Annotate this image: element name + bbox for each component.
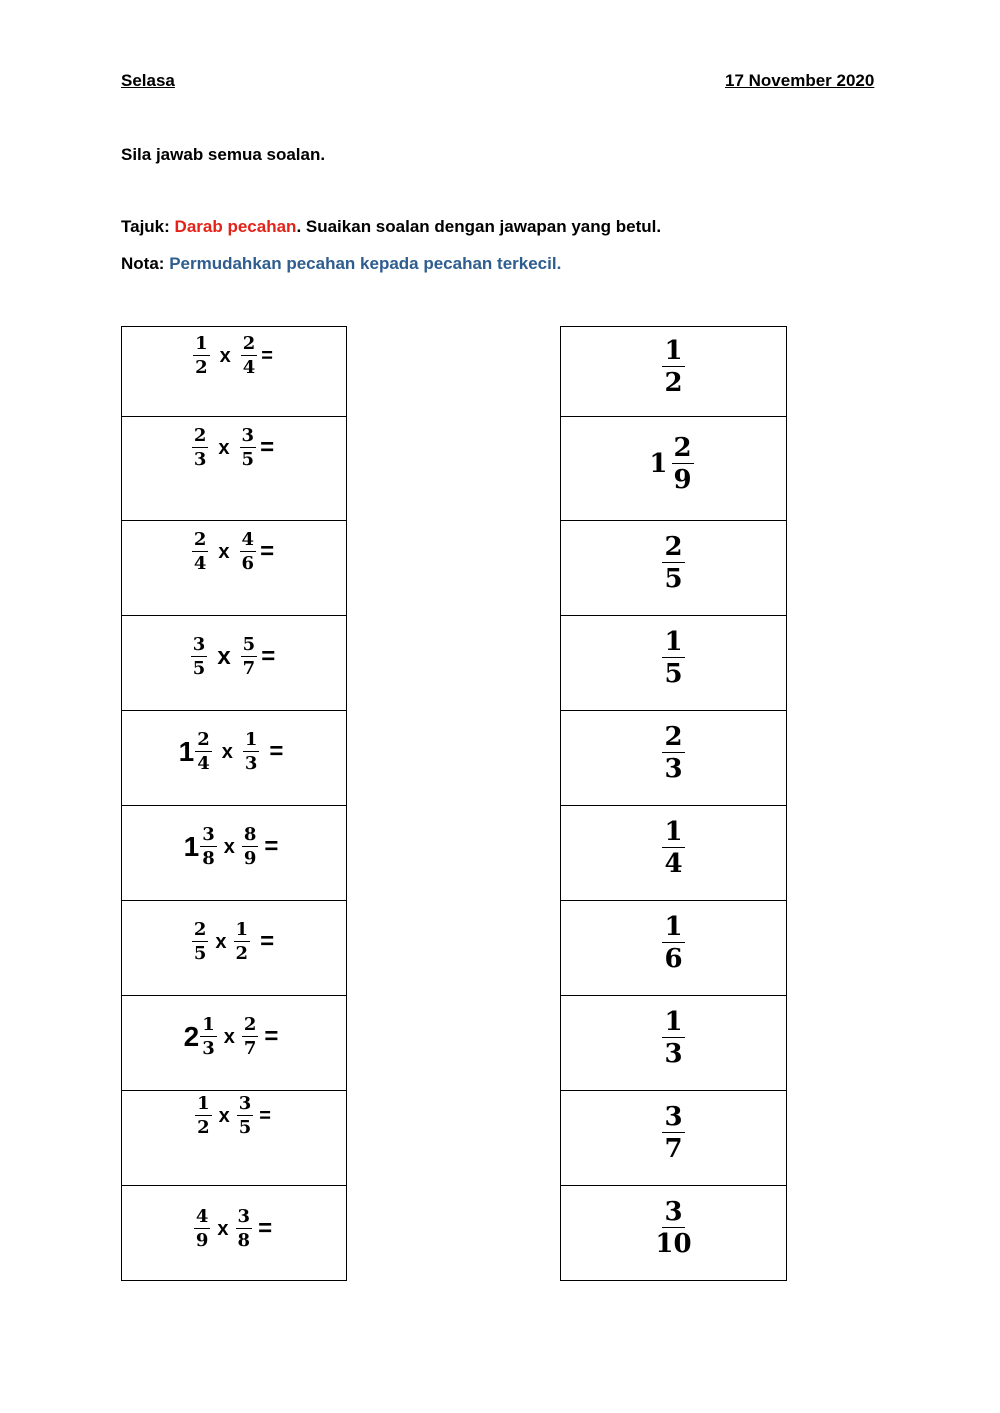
answer-fraction xyxy=(561,819,786,877)
question-expression: 1 $\frac{3}{8}$ x $\frac{8}{9}$ = xyxy=(183,824,279,869)
answer-fraction xyxy=(561,629,786,687)
fraction: $\frac{8}{9}$ xyxy=(243,824,257,869)
topic-text: Darab pecahan xyxy=(174,217,297,236)
question-expression: $\frac{4}{9}$ x $\frac{3}{8}$ = xyxy=(195,1206,273,1251)
question-expression: $\frac{2}{3}$ x $\frac{3}{5}$ = xyxy=(193,425,275,470)
fraction: $\frac{2}{4}$ xyxy=(193,529,207,574)
fraction: $\frac{1}{2}$ xyxy=(664,336,683,398)
fraction: $\frac{3}{5}$ xyxy=(192,634,206,679)
note-text: Permudahkan pecahan kepada pecahan terkecil. xyxy=(169,254,562,273)
question-expression: $\frac{1}{2}$ x $\frac{2}{4}$ = xyxy=(195,333,273,378)
instruction-text: Sila jawab semua soalan. xyxy=(121,145,326,164)
answer-card[interactable] xyxy=(560,1185,787,1281)
fraction: $\frac{2}{5}$ xyxy=(664,532,683,594)
fraction: $\frac{1}{6}$ xyxy=(664,912,683,974)
answer-fraction xyxy=(561,435,786,493)
question-expression: $\frac{2}{4}$ x $\frac{4}{6}$ = xyxy=(193,529,275,574)
fraction: $\frac{4}{9}$ xyxy=(195,1206,209,1251)
title-line xyxy=(121,217,661,237)
fraction: $\frac{1}{3}$ xyxy=(202,1014,215,1059)
question-expression: $\frac{2}{5}$ x $\frac{1}{2}$ = xyxy=(193,919,275,964)
question-expression: $\frac{3}{5}$ x $\frac{5}{7}$ = xyxy=(192,634,276,679)
fraction: $\frac{1}{2}$ xyxy=(235,919,249,964)
answer-fraction xyxy=(561,534,786,592)
fraction: $\frac{3}{8}$ xyxy=(202,824,215,869)
answer-card[interactable] xyxy=(560,900,787,996)
date-heading: 17 November 2020 xyxy=(725,71,875,90)
question-card[interactable] xyxy=(121,416,347,521)
fraction: $\frac{3}{10}$ xyxy=(655,1197,692,1259)
fraction: $\frac{1}{5}$ xyxy=(664,627,683,689)
question-card[interactable] xyxy=(121,805,347,901)
fraction: $\frac{2}{9}$ xyxy=(673,433,692,495)
fraction: $\frac{1}{2}$ xyxy=(197,1093,210,1138)
answer-fraction xyxy=(561,1199,786,1257)
answer-fraction xyxy=(561,914,786,972)
fraction: $\frac{3}{5}$ xyxy=(238,1093,252,1138)
title-label: Tajuk: xyxy=(121,217,170,236)
fraction: $\frac{3}{8}$ xyxy=(237,1206,251,1251)
question-expression: $\frac{1}{2}$ x $\frac{3}{5}$ = xyxy=(197,1093,271,1138)
answer-fraction xyxy=(561,338,786,396)
answer-fraction xyxy=(561,1104,786,1162)
whole-number: 1 xyxy=(183,831,200,862)
whole-number: 1 xyxy=(649,449,668,479)
title-text: . Suaikan soalan dengan jawapan yang betul. xyxy=(296,217,662,236)
answer-card[interactable] xyxy=(560,520,787,616)
question-card[interactable] xyxy=(121,520,347,616)
answer-card[interactable] xyxy=(560,1090,787,1186)
question-card[interactable] xyxy=(121,326,347,417)
answer-card[interactable] xyxy=(560,805,787,901)
answer-fraction xyxy=(561,724,786,782)
question-card[interactable] xyxy=(121,900,347,996)
fraction: $\frac{1}{3}$ xyxy=(664,1007,683,1069)
question-card[interactable] xyxy=(121,615,347,711)
fraction: $\frac{4}{6}$ xyxy=(241,529,255,574)
fraction: $\frac{1}{2}$ xyxy=(195,333,208,378)
question-expression: 2 $\frac{1}{3}$ x $\frac{2}{7}$ = xyxy=(183,1014,279,1059)
whole-number: 1 xyxy=(178,736,195,767)
fraction: $\frac{2}{7}$ xyxy=(243,1014,257,1059)
fraction: $\frac{2}{4}$ xyxy=(242,333,256,378)
fraction: $\frac{1}{4}$ xyxy=(664,817,683,879)
fraction: $\frac{2}{4}$ xyxy=(197,729,210,774)
answer-fraction xyxy=(561,1009,786,1067)
answer-card[interactable] xyxy=(560,416,787,521)
fraction: $\frac{1}{3}$ xyxy=(244,729,258,774)
fraction: $\frac{3}{5}$ xyxy=(241,425,255,470)
note-line xyxy=(121,254,561,274)
day-heading: Selasa xyxy=(121,71,175,90)
question-card[interactable] xyxy=(121,710,347,806)
whole-number: 2 xyxy=(183,1021,200,1052)
question-card[interactable] xyxy=(121,1090,347,1186)
fraction: $\frac{2}{3}$ xyxy=(664,722,683,784)
question-card[interactable] xyxy=(121,995,347,1091)
question-expression: 1 $\frac{2}{4}$ x $\frac{1}{3}$ = xyxy=(178,729,284,774)
answer-card[interactable] xyxy=(560,710,787,806)
fraction: $\frac{2}{5}$ xyxy=(193,919,207,964)
note-label: Nota: xyxy=(121,254,165,273)
answer-card[interactable] xyxy=(560,326,787,417)
fraction: $\frac{3}{7}$ xyxy=(664,1102,683,1164)
answer-card[interactable] xyxy=(560,995,787,1091)
answer-card[interactable] xyxy=(560,615,787,711)
fraction: $\frac{5}{7}$ xyxy=(242,634,256,679)
fraction: $\frac{2}{3}$ xyxy=(193,425,207,470)
question-card[interactable] xyxy=(121,1185,347,1281)
